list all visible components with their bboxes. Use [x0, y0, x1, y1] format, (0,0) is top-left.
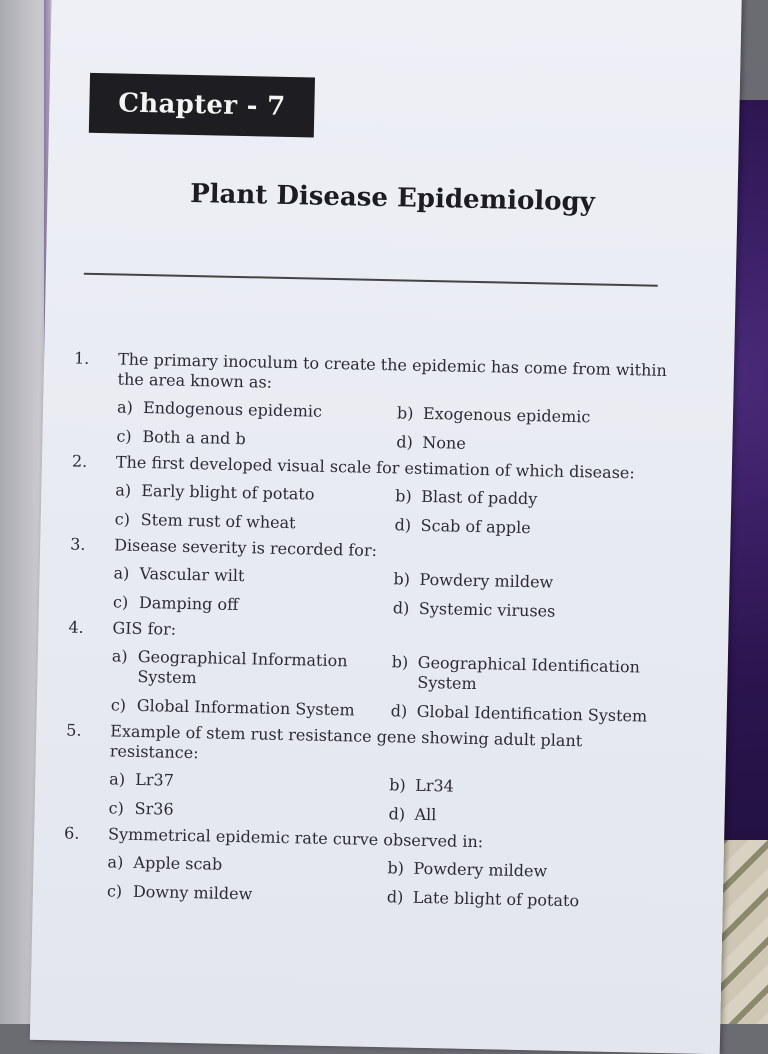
answer-option [115, 480, 395, 506]
question-header [72, 452, 672, 485]
answer-option [396, 432, 686, 458]
question-item [63, 823, 664, 913]
option-text: Lr37 [135, 769, 175, 790]
option-grid [108, 769, 665, 830]
question-number: 1. [73, 348, 90, 368]
option-text: Geographical Identification System [417, 652, 641, 694]
option-label: a) [113, 563, 130, 583]
question-list [63, 349, 675, 919]
answer-option [113, 563, 393, 589]
page-title: Plant Disease Epidemiology [189, 178, 596, 218]
option-label: d) [392, 598, 410, 618]
option-text: Sr36 [134, 798, 174, 819]
option-text: Powdery mildew [419, 569, 554, 592]
option-text: Apple scab [133, 852, 223, 874]
option-label: a) [115, 480, 132, 500]
option-text: All [414, 804, 437, 825]
answer-option [117, 397, 397, 423]
option-grid [111, 646, 668, 727]
question-item [72, 349, 674, 459]
option-text: Exogenous epidemic [422, 403, 591, 427]
option-label: d) [390, 701, 408, 721]
answer-option [388, 804, 678, 830]
answer-option [113, 592, 393, 618]
option-text: Systemic viruses [418, 598, 556, 621]
option-grid [115, 480, 672, 541]
question-text: Disease severity is recorded for: [113, 535, 378, 560]
question-header [64, 823, 664, 856]
question-number: 5. [66, 720, 82, 740]
option-label: c) [114, 509, 131, 529]
answer-option [109, 769, 389, 795]
question-number: 4. [68, 617, 84, 637]
option-text: Downy mildew [132, 881, 253, 904]
option-label: c) [108, 798, 125, 818]
option-text: Geographical Information System [137, 646, 348, 688]
question-number: 6. [63, 823, 80, 843]
option-text: Endogenous epidemic [142, 398, 323, 421]
question-item [67, 617, 669, 727]
answer-option [115, 509, 395, 535]
question-text: The primary inoculum to create the epidemic has come from within the area known as: [117, 349, 667, 392]
answer-option [387, 858, 677, 884]
option-grid [107, 852, 664, 913]
answer-option [395, 486, 685, 512]
option-label: a) [111, 646, 128, 666]
option-text: Both a and b [142, 426, 246, 449]
question-number: 3. [69, 534, 86, 554]
option-label: b) [389, 775, 406, 795]
answer-option [391, 652, 682, 698]
option-label: a) [107, 852, 124, 872]
answer-option [393, 598, 683, 624]
question-text: The first developed visual scale for estimation of which disease: [115, 452, 635, 483]
question-header [68, 617, 668, 650]
option-label: c) [110, 695, 127, 715]
option-text: Stem rust of wheat [140, 509, 296, 533]
answer-option [387, 887, 677, 913]
option-text: Vascular wilt [139, 563, 245, 586]
option-text: Damping off [138, 592, 239, 615]
title-divider [84, 273, 658, 287]
option-label: b) [395, 486, 412, 506]
option-text: Early blight of potato [141, 480, 315, 504]
book-page [30, 0, 742, 1054]
answer-option [391, 701, 681, 727]
chapter-heading: Chapter - 7 [89, 73, 315, 138]
option-label: a) [109, 769, 126, 789]
answer-option [108, 798, 388, 824]
answer-option [107, 881, 387, 907]
option-text: Blast of paddy [421, 486, 538, 509]
option-label: c) [116, 426, 132, 446]
question-item [71, 452, 672, 542]
question-number: 2. [71, 451, 88, 471]
option-label: c) [112, 592, 129, 612]
option-label: d) [396, 432, 414, 452]
answer-option [394, 515, 684, 541]
question-item [69, 535, 670, 625]
option-label: c) [106, 881, 123, 901]
option-text: Global Information System [136, 695, 355, 720]
option-label: b) [387, 858, 405, 878]
option-text: Lr34 [415, 775, 455, 796]
option-label: b) [396, 403, 414, 423]
answer-option [393, 569, 683, 595]
option-label: b) [393, 569, 411, 589]
option-text: Late blight of potato [412, 887, 580, 911]
answer-option [111, 695, 391, 721]
question-header [73, 349, 674, 402]
question-item [64, 720, 666, 830]
answer-option [111, 646, 392, 692]
question-text: Example of stem rust resistance gene showing adult plant resistance: [109, 721, 583, 763]
option-grid [113, 563, 670, 624]
question-text: Symmetrical epidemic rate curve observed in: [107, 824, 484, 852]
question-header [66, 720, 667, 773]
option-label: a) [116, 397, 134, 417]
answer-option [116, 426, 396, 452]
option-text: Powdery mildew [413, 858, 548, 881]
option-text: Scab of apple [420, 515, 531, 538]
option-text: Global Identification System [416, 701, 648, 726]
option-text: None [422, 432, 466, 453]
option-grid [116, 397, 673, 458]
option-label: b) [391, 652, 409, 672]
option-label: d) [388, 804, 406, 824]
answer-option [389, 775, 679, 801]
question-header [70, 535, 670, 568]
question-text: GIS for: [112, 618, 177, 639]
answer-option [107, 852, 387, 878]
answer-option [397, 403, 687, 429]
option-label: d) [394, 515, 412, 535]
option-label: d) [386, 887, 404, 907]
